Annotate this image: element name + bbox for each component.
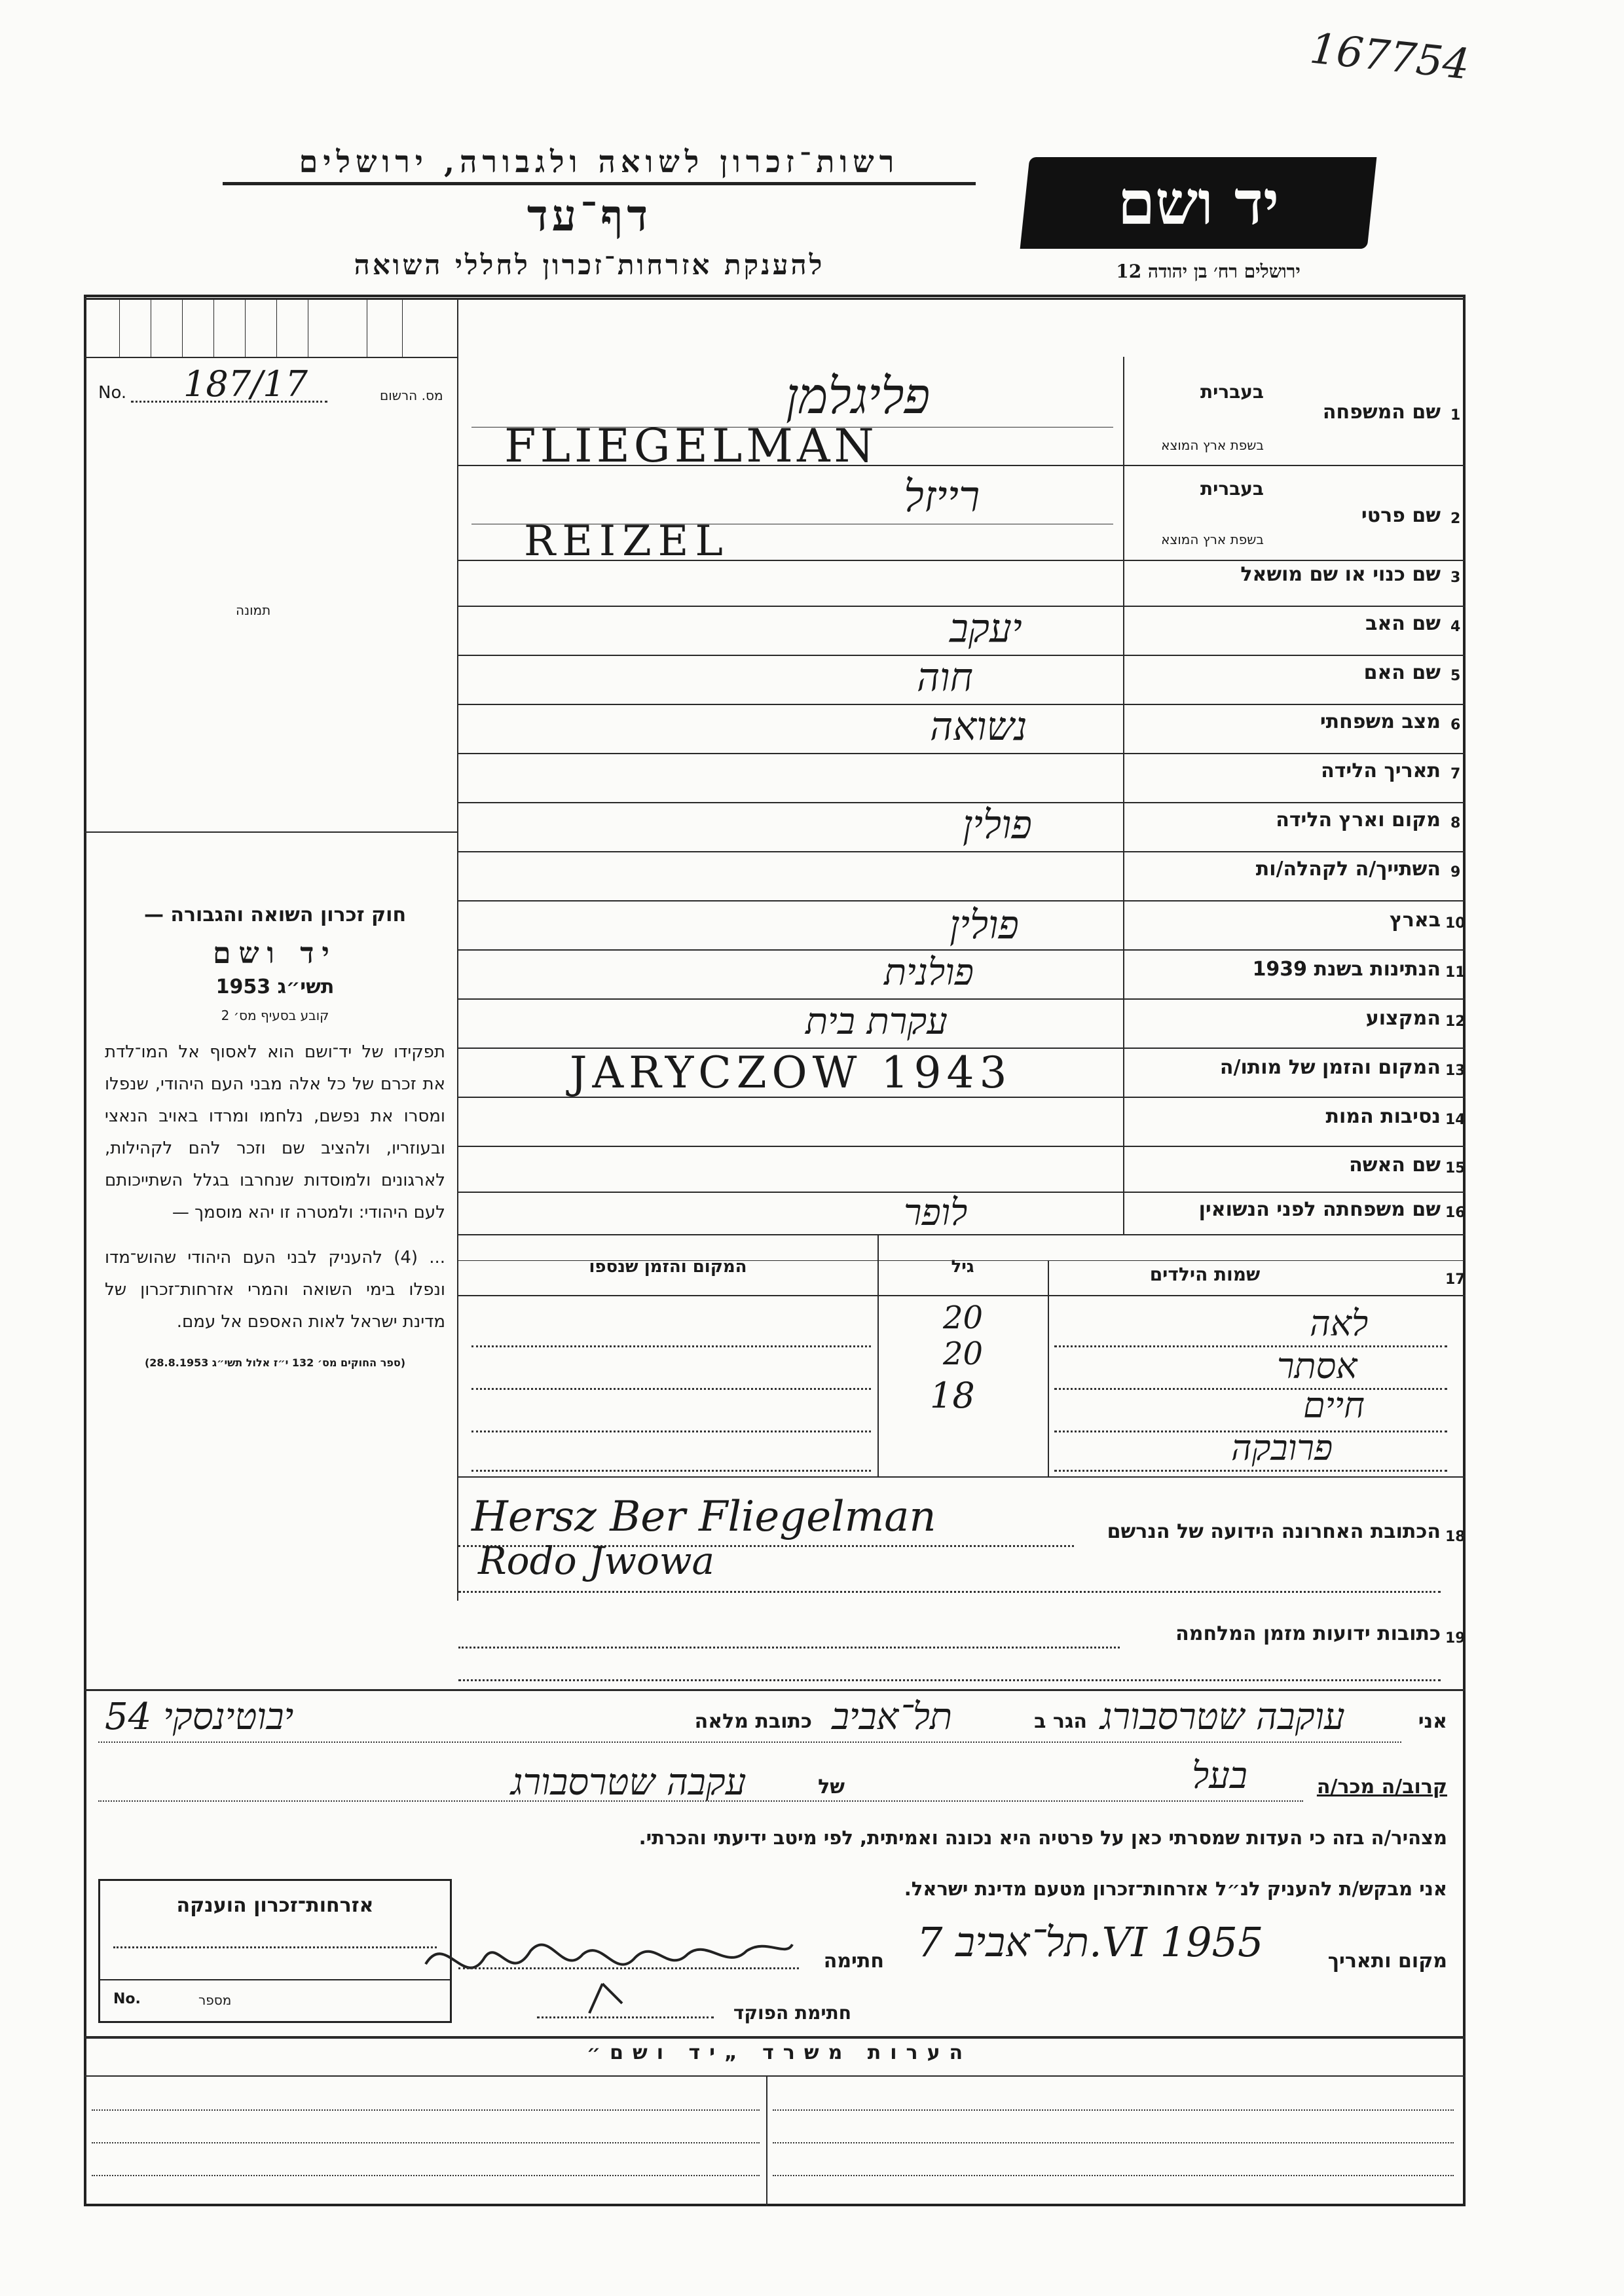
law-paragraph-1: תפקידו של יד־ושם הוא לאסוף אל המו־לדת את זכרם של כל אלה מבני העם היהודי, שנפלו ומסרו את נפשם, נלחמו ומרדו באויב הנאצי ובעוזריו, ולהציב שם וזכר להם לקהילות, לארגונים ולמוסדות שנחרבו בגלל השתייכותם לעם היהודי: ולמטרה זו יהא מוסמך — [105,1042,445,1222]
field-4-value: יעקב [950,606,1022,651]
field-6-num: 6 [1450,717,1461,733]
field-10-value: פולין [950,902,1019,948]
field-13-num: 13 [1445,1063,1466,1079]
child-1-name: לאה [1310,1303,1369,1344]
field-2-num: 2 [1450,511,1461,527]
decl-resident-city: תל־אביב [832,1696,953,1738]
child-4-name: פרובקה [1231,1427,1333,1468]
field-1-sub1: בעברית [1200,381,1264,403]
decl-address-label: כתובת מלאה [694,1710,812,1733]
law-box [105,903,445,1369]
field-2-value-en: REIZEL [524,517,729,566]
field-10-num: 10 [1445,915,1466,932]
law-year: תשי״ג 1953 [215,975,335,998]
field-5-label: שם האם [1363,661,1441,684]
field-1-value-he: פליגלמן [786,367,931,425]
field-1-sub2: בשפת ארץ המוצא [1161,437,1264,453]
child-2-name: אסתר [1277,1345,1357,1387]
field-4-num: 4 [1450,619,1461,635]
address: ירושלים רח׳ בן יהודה 12 [1116,261,1301,282]
decl-place-date-label: מקום ותאריך [1327,1950,1447,1973]
field-14-num: 14 [1445,1112,1466,1128]
field-8-value: פולין [963,802,1032,848]
registration-number: 187/17 [183,363,308,405]
field-2-sub2: בשפת ארץ המוצא [1161,532,1264,547]
decl-address-value: יבוטינסקי 54 [105,1696,294,1738]
children-col-names: שמות הילדים [1149,1264,1261,1285]
field-12-label: המקצוע [1365,1007,1441,1030]
field-11-value: פולנית [884,951,974,994]
decl-signature-label: חתימה [823,1950,884,1973]
citizenship-title: אזרחות־זכרון הוענקה [176,1894,374,1917]
field-11-num: 11 [1445,964,1466,981]
field-8-num: 8 [1450,815,1461,831]
field-5-value: חוה [917,655,974,701]
archive-number: 167754 [1307,24,1472,90]
field-5-num: 5 [1450,668,1461,684]
field-4-label: שם האב [1365,612,1441,635]
form-subtitle: להענקת אזרחות־זכרון לחללי השואה [354,249,825,281]
law-title: חוק זכרון השואה והגבורה — [143,903,407,926]
org-line: רשות־זכרון לשואה ולגבורה, ירושלים [223,144,976,185]
law-paragraph-2: ... (4) להעניק לבני העם היהודי שהוש־מדו ונפלו בימי השואה והמרי אזרחות־זכרון של מדינת ישראל לאות האספם אל עמם. [105,1248,445,1332]
field-18-line2: Rodo Jwowa [478,1539,715,1583]
field-14-label: נסיבות המות [1325,1105,1441,1128]
decl-of-name: עקבה שטרסבורג [511,1761,747,1804]
field-2-label: שם פרטי [1361,504,1441,527]
office-notes-title: הערות משרד „יד ושם״ [586,2041,972,2064]
field-7-num: 7 [1450,766,1461,782]
field-19-num: 19 [1445,1630,1466,1647]
decl-relation: בעל [1192,1755,1247,1797]
field-18-num: 18 [1445,1529,1466,1545]
decl-statement-2: אני מבקש/ת להעניק לנ״ל אזרחות־זכרון מטעם מדינת ישראל. [904,1878,1447,1900]
decl-declarant: עוקבה שטרסבורג [1100,1696,1345,1738]
field-13-label: המקום והזמן של מותו/ה [1219,1056,1441,1079]
field-11-label: הנתינות בשנת 1939 [1252,958,1441,981]
law-name: יד ושם [213,937,337,970]
yad-vashem-logo [1020,157,1377,249]
field-18-label: הכתובת האחרונה הידועה של הנרשם [1107,1520,1441,1543]
decl-official-label: חתימת הפוקד [733,2002,851,2024]
law-clause: קובע בסעיף מס׳ 2 [221,1008,329,1023]
field-16-label: שם משפחתה לפני הנשואין [1198,1198,1441,1221]
field-9-num: 9 [1450,864,1461,881]
child-2-age: 20 [943,1336,984,1372]
field-6-label: מצב משפחתי [1320,710,1441,733]
field-3-num: 3 [1450,570,1461,586]
field-12-value: עקרת בית [805,1000,948,1043]
registration-label: מס. הרשום [380,388,443,403]
field-7-label: תאריך הלידה [1321,759,1441,782]
field-1-label: שם המשפחה [1322,401,1441,424]
photo-label: תמונה [236,602,271,618]
field-16-num: 16 [1445,1205,1466,1221]
field-13-value: JARYCZOW 1943 [570,1048,1012,1098]
field-6-value: נשואה [930,704,1027,750]
decl-of-label: של [818,1776,845,1798]
child-3-name: חיים [1303,1385,1365,1426]
field-1-num: 1 [1450,407,1461,424]
registration-no-label: No. [98,383,127,403]
form-title: דף־עד [526,190,652,241]
field-18-line1: Hersz Ber Fliegelman [471,1493,936,1541]
field-2-value-he: רייזל [904,471,980,522]
children-col-place: המקום והזמן שנספו [589,1257,747,1277]
field-9-label: השתייך/ה לקהלה/ות [1255,858,1441,881]
field-19-label: כתובות ידועות מזמן המלחמה [1175,1622,1441,1645]
decl-statement-1: מצהיר/ה בזה כי העדות שמסרתי כאן על פרטיה היא נכונה ואמיתית, לפי מיטב ידיעתי והכרתי. [638,1827,1447,1849]
law-source: (ספר החוקים מס׳ 132 י״ז אלול תשי״ג 28.8.1953) [144,1357,406,1369]
field-2-sub1: בעברית [1200,478,1264,500]
field-10-label: בארץ [1389,909,1441,932]
citizenship-no-label: No. [113,1991,141,2007]
field-1-value-en: FLIEGELMAN [504,419,878,473]
decl-place-date-value: תל־אביב 7.VI 1955 [917,1918,1264,1966]
children-col-age: גיל [951,1257,974,1277]
decl-ani: אני [1418,1710,1447,1733]
field-16-value: לופר [904,1192,968,1234]
field-3-label: שם כנוי או שם מושאל [1240,563,1441,586]
decl-resident-label: הגר ב [1034,1710,1087,1733]
citizenship-box [98,1879,452,2023]
field-15-label: שם האשה [1349,1154,1441,1176]
field-8-label: מקום וארץ הלידה [1276,809,1441,831]
field-17-num: 17 [1445,1271,1466,1288]
field-12-num: 12 [1445,1013,1466,1030]
child-3-age: 18 [930,1375,975,1416]
decl-relative-label: קרוב/ה מכר/ה [1316,1776,1447,1798]
logo-text: יד ושם [1117,168,1280,238]
citizenship-number-label: מספר [198,1992,232,2008]
child-1-age: 20 [943,1300,984,1336]
field-15-num: 15 [1445,1160,1466,1176]
